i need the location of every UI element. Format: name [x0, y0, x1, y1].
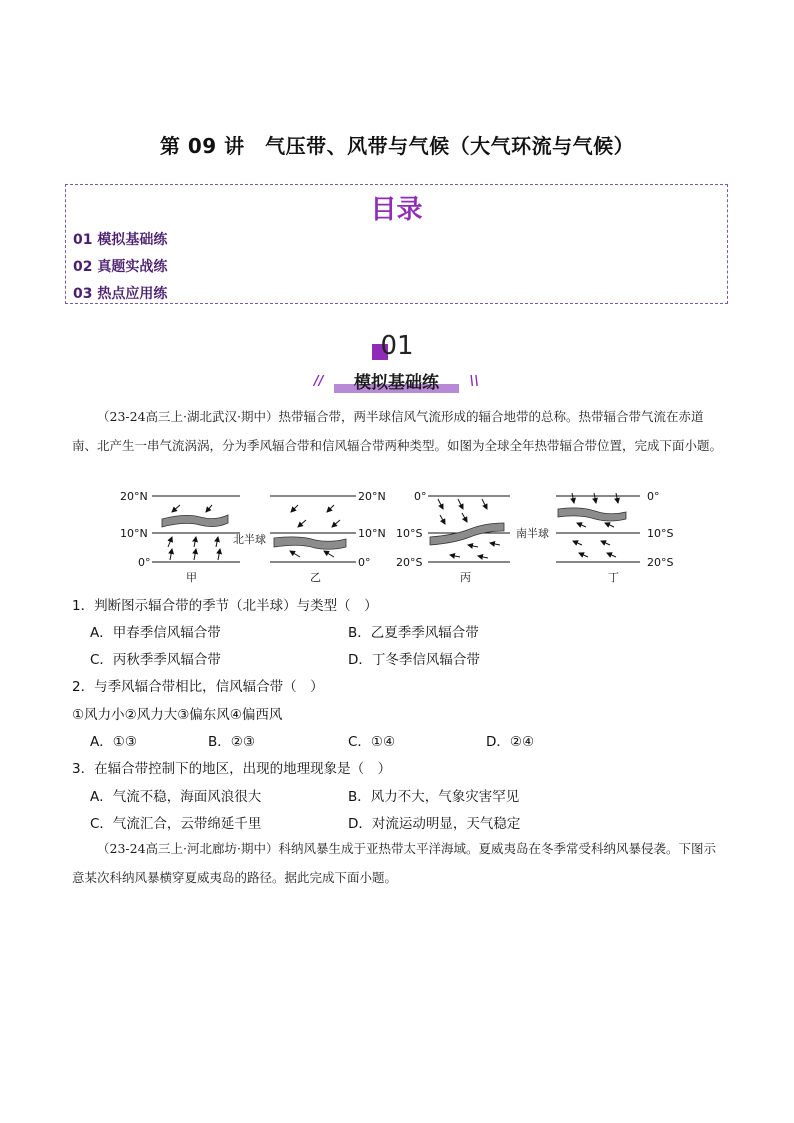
panel-ding-arrow-8 — [579, 553, 588, 557]
panel-yi-arrow-3 — [298, 520, 306, 527]
panel-ding-arrow-4 — [577, 523, 586, 527]
panel-ding-arrow-1 — [572, 493, 574, 503]
panel-ding-arrow-7 — [601, 541, 610, 545]
panel-jia-lat-top: 20°N — [120, 490, 148, 503]
panel-jia-arrow-1 — [172, 505, 180, 512]
toc-item-2[interactable]: 02 真题实战练 — [73, 259, 168, 275]
question-2-option-b[interactable]: B．②③ — [208, 734, 255, 750]
panel-bing-lat-top: 0° — [414, 490, 427, 503]
panel-yi-lat-mid: 10°N — [358, 527, 386, 540]
panel-yi-arrow-4 — [332, 520, 340, 527]
panel-jia-arrow-2 — [206, 505, 212, 512]
panel-jia-band — [162, 515, 228, 527]
panel-yi-lat-top: 20°N — [358, 490, 386, 503]
panel-ding-band — [558, 508, 626, 521]
panel-yi-caption: 乙 — [310, 571, 321, 584]
panel-bing-lat-mid: 10°S — [396, 527, 423, 540]
question-3-option-c[interactable]: C．气流汇合，云带绵延千里 — [90, 816, 262, 832]
question-1-stem: 1．判断图示辐合带的季节（北半球）与类型（ ） — [72, 598, 378, 614]
panel-jia-arrow-3 — [168, 537, 172, 547]
question-1-option-b[interactable]: B．乙夏季季风辐合带 — [348, 625, 479, 641]
question-2-option-d[interactable]: D．②④ — [486, 734, 535, 750]
panel-jia-arrow-8 — [218, 549, 220, 560]
panel-yi-arrow-1 — [291, 505, 298, 512]
diagram-svg — [110, 485, 690, 585]
passage-1: （23-24高三上·湖北武汉·期中）热带辐合带，两半球信风气流形成的辐合地带的总称。热带辐合带气流在赤道南、北产生一串气流涡涡，分为季风辐合带和信风辐合带两种类型。如图为全球全年热带辐合带位置，完成下面小题。 — [72, 409, 723, 453]
panel-bing-lat-bot: 20°S — [396, 556, 423, 569]
panel-ding-lat-bot: 20°S — [647, 556, 674, 569]
panel-bing-band — [430, 523, 504, 545]
section-label-block — [314, 366, 479, 396]
panel-yi-arrow-6 — [324, 551, 334, 557]
panel-bing-arrow-6 — [468, 545, 478, 547]
page-title: 第 09 讲 气压带、风带与气候（大气环流与气候） — [159, 134, 635, 158]
section-label: 模拟基础练 — [354, 373, 439, 393]
question-1-option-d[interactable]: D．丁冬季信风辐合带 — [348, 652, 480, 668]
panel-yi-band — [274, 537, 346, 549]
panel-yi-arrow-2 — [327, 505, 334, 512]
passage-2: （23-24高三上·河北廊坊·期中）科纳风暴生成于亚热带太平洋海域。夏威夷岛在冬季常受科纳风暴侵袭。下图示意某次科纳风暴横穿夏威夷岛的路径。据此完成下面小题。 — [72, 841, 716, 885]
panel-yi-lat-bot: 0° — [358, 556, 371, 569]
north-hemisphere-label: 北半球 — [233, 533, 266, 546]
panel-yi — [270, 490, 386, 584]
question-2-option-c[interactable]: C．①④ — [348, 734, 396, 750]
section-deco-right: \\ — [469, 374, 479, 389]
panel-ding-arrow-2 — [594, 493, 596, 503]
panel-bing-arrow-9 — [478, 556, 488, 558]
toc-heading: 目录 — [370, 195, 423, 225]
panel-bing-arrow-1 — [438, 499, 443, 509]
panel-jia-lat-bot: 0° — [138, 556, 151, 569]
panel-yi-arrow-5 — [290, 551, 300, 557]
panel-jia-arrow-7 — [194, 549, 196, 560]
question-2-items: ①风力小②风力大③偏东风④偏西风 — [72, 707, 283, 723]
panel-bing-arrow-5 — [462, 513, 467, 522]
question-3-option-d[interactable]: D．对流运动明显，天气稳定 — [348, 816, 521, 832]
panel-ding-arrow-6 — [573, 541, 582, 545]
question-1-option-a[interactable]: A．甲春季信风辐合带 — [90, 625, 221, 641]
panel-jia — [120, 490, 240, 584]
panel-bing-arrow-3 — [482, 499, 487, 509]
panel-bing — [396, 490, 510, 584]
panel-ding — [556, 490, 673, 584]
section-deco-left: // — [314, 374, 324, 389]
panel-bing-arrow-7 — [490, 543, 500, 545]
panel-ding-arrow-5 — [605, 523, 614, 527]
question-1-option-c[interactable]: C．丙秋季季风辐合带 — [90, 652, 221, 668]
panel-bing-caption: 丙 — [460, 571, 471, 584]
panel-jia-arrow-6 — [170, 549, 172, 560]
toc-item-1[interactable]: 01 模拟基础练 — [73, 232, 168, 248]
table-of-contents — [65, 184, 728, 304]
panel-jia-arrow-4 — [194, 537, 196, 547]
question-3-option-a[interactable]: A．气流不稳，海面风浪很大 — [90, 789, 262, 805]
panel-ding-arrow-3 — [616, 493, 618, 503]
section-number: 01 — [380, 331, 414, 361]
panel-bing-arrow-4 — [440, 515, 445, 524]
panel-jia-lat-mid: 10°N — [120, 527, 148, 540]
panel-ding-arrow-9 — [607, 553, 616, 557]
question-3-stem: 3．在辐合带控制下的地区，出现的地理现象是（ ） — [72, 761, 392, 777]
question-3-option-b[interactable]: B．风力不大，气象灾害罕见 — [348, 789, 520, 805]
panel-ding-lat-top: 0° — [647, 490, 660, 503]
toc-item-3[interactable]: 03 热点应用练 — [73, 286, 168, 302]
panel-bing-arrow-2 — [458, 499, 463, 509]
question-2-option-a[interactable]: A．①③ — [90, 734, 137, 750]
convergence-zone-diagram — [110, 485, 690, 585]
panel-jia-caption: 甲 — [186, 571, 197, 584]
panel-ding-lat-mid: 10°S — [647, 527, 674, 540]
panel-jia-arrow-5 — [216, 537, 218, 547]
question-2-stem: 2．与季风辐合带相比，信风辐合带（ ） — [72, 679, 324, 695]
panel-bing-arrow-8 — [450, 555, 460, 557]
panel-ding-caption: 丁 — [608, 571, 619, 584]
south-hemisphere-label: 南半球 — [516, 527, 549, 540]
